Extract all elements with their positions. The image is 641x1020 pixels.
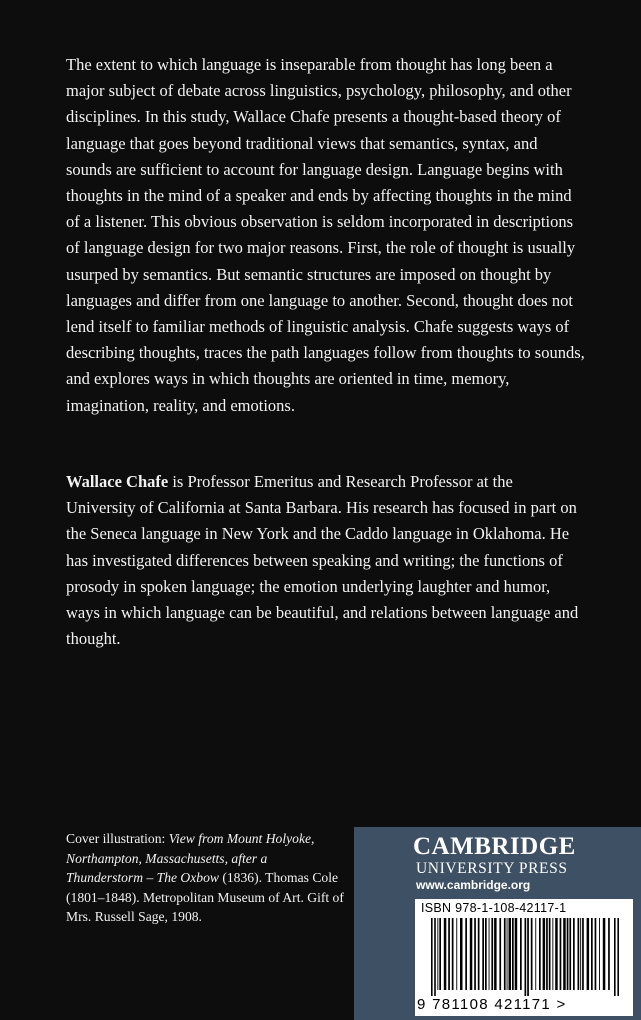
barcode-bar [439, 918, 441, 990]
author-name: Wallace Chafe [66, 472, 169, 491]
barcode-bar [515, 918, 518, 990]
barcode-bar [491, 918, 493, 990]
barcode-bar [494, 918, 497, 990]
barcode-bar [595, 918, 597, 990]
barcode-bar [525, 918, 527, 996]
barcode-bar [512, 918, 514, 990]
barcode-bar [555, 918, 558, 990]
barcode-bar [587, 918, 590, 990]
barcode-bar [531, 918, 533, 990]
barcode-bar [437, 918, 438, 990]
barcode-bar [569, 918, 571, 990]
publisher-url: www.cambridge.org [416, 878, 531, 892]
barcode-bar [474, 918, 476, 990]
book-description: The extent to which language is inseparable from thought has long been a major subject of debate across linguistics, psychology, philosophy, and other disciplines. In this study, Wallace Chafe presents a thought-based theory of language that goes beyond traditional views that semantics, syntax, and sounds are sufficient to account for language design. Language begins with thoughts in the mind of a speaker and ends by affecting thoughts in the mind of a listener. This obvious observation is seldom incorporated in descriptions of language design for two major reasons. First, the role of thought is usually usurped by semantics. But semantic structures are imposed on thought by languages and differ from one language to another. Second, thought does not lend itself to familiar methods of linguistic analysis. Chafe suggests ways of describing thoughts, traces the path languages follow from thoughts to sounds, and explores ways in which thoughts are oriented in time, memory, imagination, reality, and emotions. [66, 55, 585, 415]
cover-credit-prefix: Cover illustration: [66, 831, 169, 846]
author-bio [66, 469, 586, 652]
barcode-bar [578, 918, 580, 990]
barcode-bar [617, 918, 619, 996]
barcode-bar [452, 918, 454, 990]
barcode-bar [539, 918, 541, 990]
publisher-press: UNIVERSITY PRESS [416, 860, 568, 877]
barcode-bars [431, 918, 619, 996]
barcode-bar [499, 918, 501, 990]
barcode-bar [608, 918, 610, 990]
barcode-bar [591, 918, 593, 990]
barcode-bar [582, 918, 584, 990]
barcode-bar [573, 918, 575, 990]
barcode-bar [431, 918, 433, 996]
barcode-bar [507, 918, 508, 990]
cover-credit-title: View from Mount Holyoke, Northampton, Massachusetts, after a Thunderstorm – [66, 831, 315, 886]
barcode-bar [527, 918, 529, 996]
barcode-bar [560, 918, 562, 990]
barcode-bar [456, 918, 457, 990]
isbn-label: ISBN 978-1-108-42117-1 [421, 901, 567, 915]
isbn-barcode [415, 899, 633, 1016]
author-bio-text: is Professor Emeritus and Research Professor at the University of California at Santa Barbara. His research has focused in part on the Seneca language in New York and the Caddo language in Oklahoma. He has investigated differences between speaking and writing; the functions of prosody in spoken language; the emotion underlying laughter and humor, ways in which language can be beautiful, and relations between language and thought. [66, 472, 579, 649]
barcode-bar [465, 918, 467, 990]
barcode-bar [489, 918, 490, 990]
barcode-bar [444, 918, 447, 990]
barcode-bar [614, 918, 616, 996]
publisher-block [354, 827, 641, 1020]
barcode-bar [504, 918, 506, 990]
cover-credit-title-oxbow: The Oxbow [156, 870, 219, 886]
barcode-bar [520, 918, 522, 990]
barcode-bar [552, 918, 553, 990]
barcode-bar [434, 918, 436, 996]
barcode-bar [482, 918, 484, 990]
barcode-bar [535, 918, 536, 990]
barcode-bar [543, 918, 546, 990]
barcode-bar [470, 918, 473, 990]
cover-credit [66, 829, 346, 927]
barcode-bar [563, 918, 566, 990]
barcode-bar [448, 918, 450, 990]
publisher-name: CAMBRIDGE [413, 833, 576, 860]
barcode-bar [580, 918, 581, 990]
barcode-bar [599, 918, 600, 990]
barcode-digits: 9 781108 421171 > [417, 996, 567, 1013]
barcode-bar [549, 918, 551, 990]
cover-credit-details: (1836). Thomas Cole (1801–1848). Metropolitan Museum of Art. Gift of Mrs. Russell Sage, 1908. [66, 870, 344, 925]
barcode-bar [603, 918, 606, 990]
barcode-bar [460, 918, 463, 990]
barcode-bar [509, 918, 512, 990]
barcode-bar [567, 918, 569, 990]
barcode-bar [478, 918, 480, 990]
barcode-bar [485, 918, 487, 990]
barcode-bar [546, 918, 548, 990]
